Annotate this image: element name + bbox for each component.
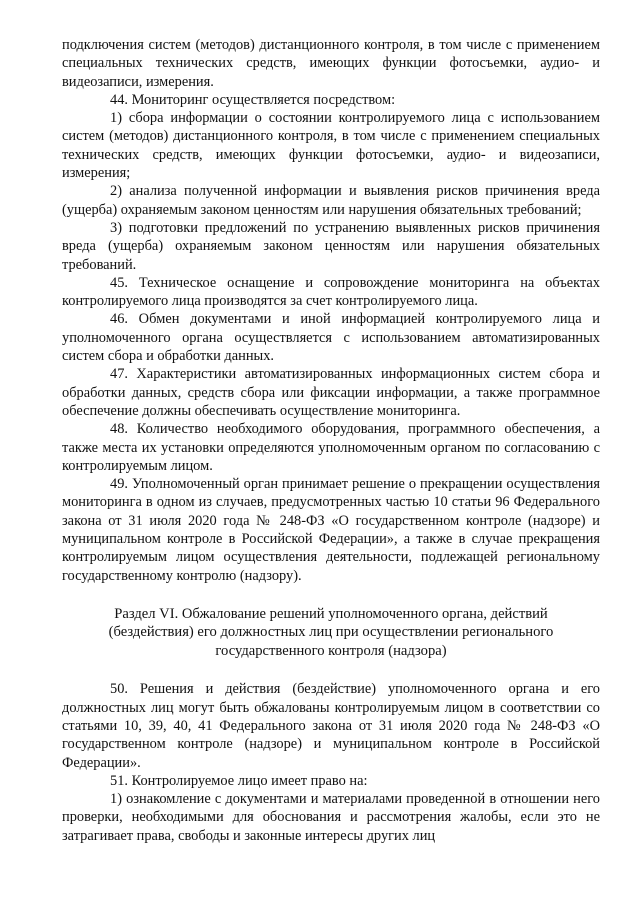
paragraphs-after (62, 680, 600, 845)
paragraph-48: 48. Количество необходимого оборудования, программного обеспечения, а также места их установки определяются уполномоченным органом по согласованию с контролируемым лицом. (62, 421, 600, 474)
paragraph-51-item-1: 1) ознакомление с документами и материалами проведенной в отношении него проверки, необходимыми для обоснования и рассмотрения жалобы, если это не затрагивает права, свободы и законные интересы других лиц (62, 791, 600, 844)
paragraph-44-item-3: 3) подготовки предложений по устранению выявленных рисков причинения вреда (ущерба) охраняемым законом ценностям или нарушения обязательных требований. (62, 219, 600, 273)
section-title (62, 605, 600, 661)
paragraph-44-item-1: 1) сбора информации о состоянии контролируемого лица с использованием систем (методов) дистанционного контроля, в том числе с применением специальных технических средств, имеющих функции фотосъемки, аудио- и видеозаписи, измерения; (62, 110, 600, 182)
paragraph-continuation: подключения систем (методов) дистанционного контроля, в том числе с применением специальных технических средств, имеющих функции фотосъемки, аудио- и видеозаписи, измерения. (62, 37, 600, 90)
paragraph-51: 51. Контролируемое лицо имеет право на: (110, 772, 368, 789)
paragraph-45: 45. Техническое оснащение и сопровождение мониторинга на объектах контролируемого лица производятся за счет контролируемого лица. (62, 274, 600, 310)
section-title-line: государственного контроля (надзора) (215, 642, 447, 659)
paragraph-47: 47. Характеристики автоматизированных информационных систем сбора и обработки данных, средств сбора или фиксации информации, а также программное обеспечение должны обеспечивать осуществление мониторинга. (62, 366, 600, 419)
paragraph-46: 46. Обмен документами и иной информацией контролируемого лица и уполномоченного органа осуществляется с использованием автоматизированных систем сбора и обработки данных. (62, 311, 600, 365)
paragraph-44: 44. Мониторинг осуществляется посредством: (110, 91, 396, 108)
paragraph-50: 50. Решения и действия (бездействие) уполномоченного органа и его должностных лиц могут быть обжалованы контролируемым лицом в соответствии со статьями 10, 39, 40, 41 Федерального закона от 31 июля 2020 года № 248-ФЗ «О государственном контроле (надзоре) и муниципальном контроле в Российской Федерации». (62, 681, 600, 771)
document-page (62, 36, 600, 845)
paragraph-49: 49. Уполномоченный орган принимает решение о прекращении осуществления мониторинга в одном из случаев, предусмотренных частью 10 статьи 96 Федерального закона от 31 июля 2020 года № 248-ФЗ «О государственном контроле (надзоре) и муниципальном контроле в Российской Федерации», а также в случае прекращения контролируемым лицом осуществления деятельности, подлежащей региональному государственному контролю (надзору). (62, 476, 600, 584)
section-title-line: (бездействия) его должностных лиц при осуществлении регионального (108, 624, 554, 641)
paragraphs-before (62, 36, 600, 585)
paragraph-44-item-2: 2) анализа полученной информации и выявления рисков причинения вреда (ущерба) охраняемым законом ценностям или нарушения обязательных требований; (62, 183, 600, 218)
section-title-line: Раздел VI. Обжалование решений уполномоченного органа, действий (114, 605, 548, 622)
